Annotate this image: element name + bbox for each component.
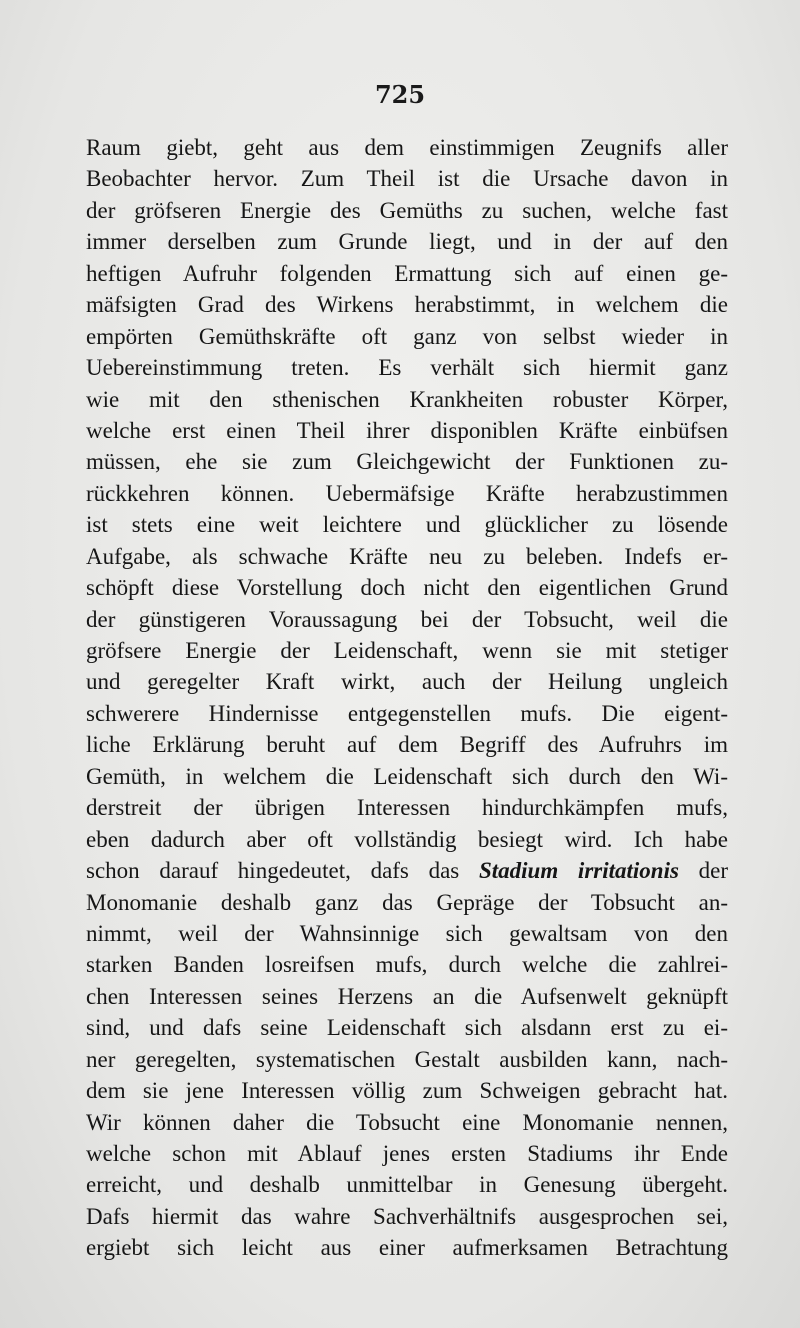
text-line: Dafs hiermit das wahre Sachverhältnifs ausgesprochen sei, [86,1203,728,1229]
text-line: rückkehren können. Uebermäfsige Kräfte herabzustimmen [86,480,728,506]
text-line: ist stets eine weit leichtere und glücklicher zu lösende [86,512,728,538]
text-line: dem sie jene Interessen völlig zum Schweigen gebracht hat. [86,1078,728,1104]
text-line: liche Erklärung beruht auf dem Begriff des Aufruhrs im [86,732,728,758]
text-line: erreicht, und deshalb unmittelbar in Genesung übergeht. [86,1172,728,1198]
text-line: Raum giebt, geht aus dem einstimmigen Zeugnifs aller [86,135,728,160]
page-number: 725 [374,80,426,109]
text-line: sind, und dafs seine Leidenschaft sich alsdann erst zu ei- [86,1015,728,1041]
text-line: Gemüth, in welchem die Leidenschaft sich durch den Wi- [86,763,728,789]
text-line: starken Banden losreifsen mufs, durch welche die zahlrei- [86,952,728,978]
text-line: der günstigeren Voraussagung bei der Tobsucht, weil die [86,606,728,632]
text-line: empörten Gemüthskräfte oft ganz von selbst wieder in [86,323,728,349]
text-line: Uebereinstimmung treten. Es verhält sich hiermit ganz [86,355,728,381]
italic-term: Stadium irritationis [478,858,679,884]
text-line: Wir können daher die Tobsucht eine Monomanie nennen, [86,1109,728,1135]
text-line: derstreit der übrigen Interessen hindurchkämpfen mufs, [86,795,728,821]
text-line: gröfsere Energie der Leidenschaft, wenn sie mit stetiger [86,638,728,663]
text-line: nimmt, weil der Wahnsinnige sich gewaltsam von den [86,920,728,946]
text-line: mäfsigten Grad des Wirkens herabstimmt, in welchem die [86,292,728,318]
text-line: wie mit den sthenischen Krankheiten robuster Körper, [86,386,728,412]
text-line: schwerere Hindernisse entgegenstellen mufs. Die eigent- [86,700,728,726]
text-line: Monomanie deshalb ganz das Gepräge der Tobsucht an- [86,889,728,915]
text-line: welche schon mit Ablauf jenes ersten Stadiums ihr Ende [86,1141,728,1166]
text-line: ner geregelten, systematischen Gestalt ausbilden kann, nach- [86,1046,728,1072]
text-line: heftigen Aufruhr folgenden Ermattung sich auf einen ge- [86,260,728,286]
text-line: ergiebt sich leicht aus einer aufmerksamen Betrachtung [86,1235,728,1261]
text-line: eben dadurch aber oft vollständig besiegt wird. Ich habe [86,826,728,852]
text-line: der gröfseren Energie des Gemüths zu suchen, welche fast [86,197,728,223]
text-line-with-italic [86,855,728,886]
text-line: welche erst einen Theil ihrer disponiblen Kräfte einbüfsen [86,417,728,443]
text-line: müssen, ehe sie zum Gleichgewicht der Funktionen zu- [86,449,728,475]
text-line: und geregelter Kraft wirkt, auch der Heilung ungleich [86,669,728,695]
text-line: chen Interessen seines Herzens an die Aufsenwelt geknüpft [86,983,728,1009]
text-line: Aufgabe, als schwache Kräfte neu zu beleben. Indefs er- [86,543,728,569]
text-segment: der [698,858,729,884]
text-segment: schon darauf hingedeutet, dafs das [86,858,460,884]
text-line: Beobachter hervor. Zum Theil ist die Ursache davon in [86,166,728,192]
text-line: schöpft diese Vorstellung doch nicht den eigentlichen Grund [86,575,728,601]
text-line: immer derselben zum Grunde liegt, und in der auf den [86,229,728,255]
body-text [86,132,728,1264]
